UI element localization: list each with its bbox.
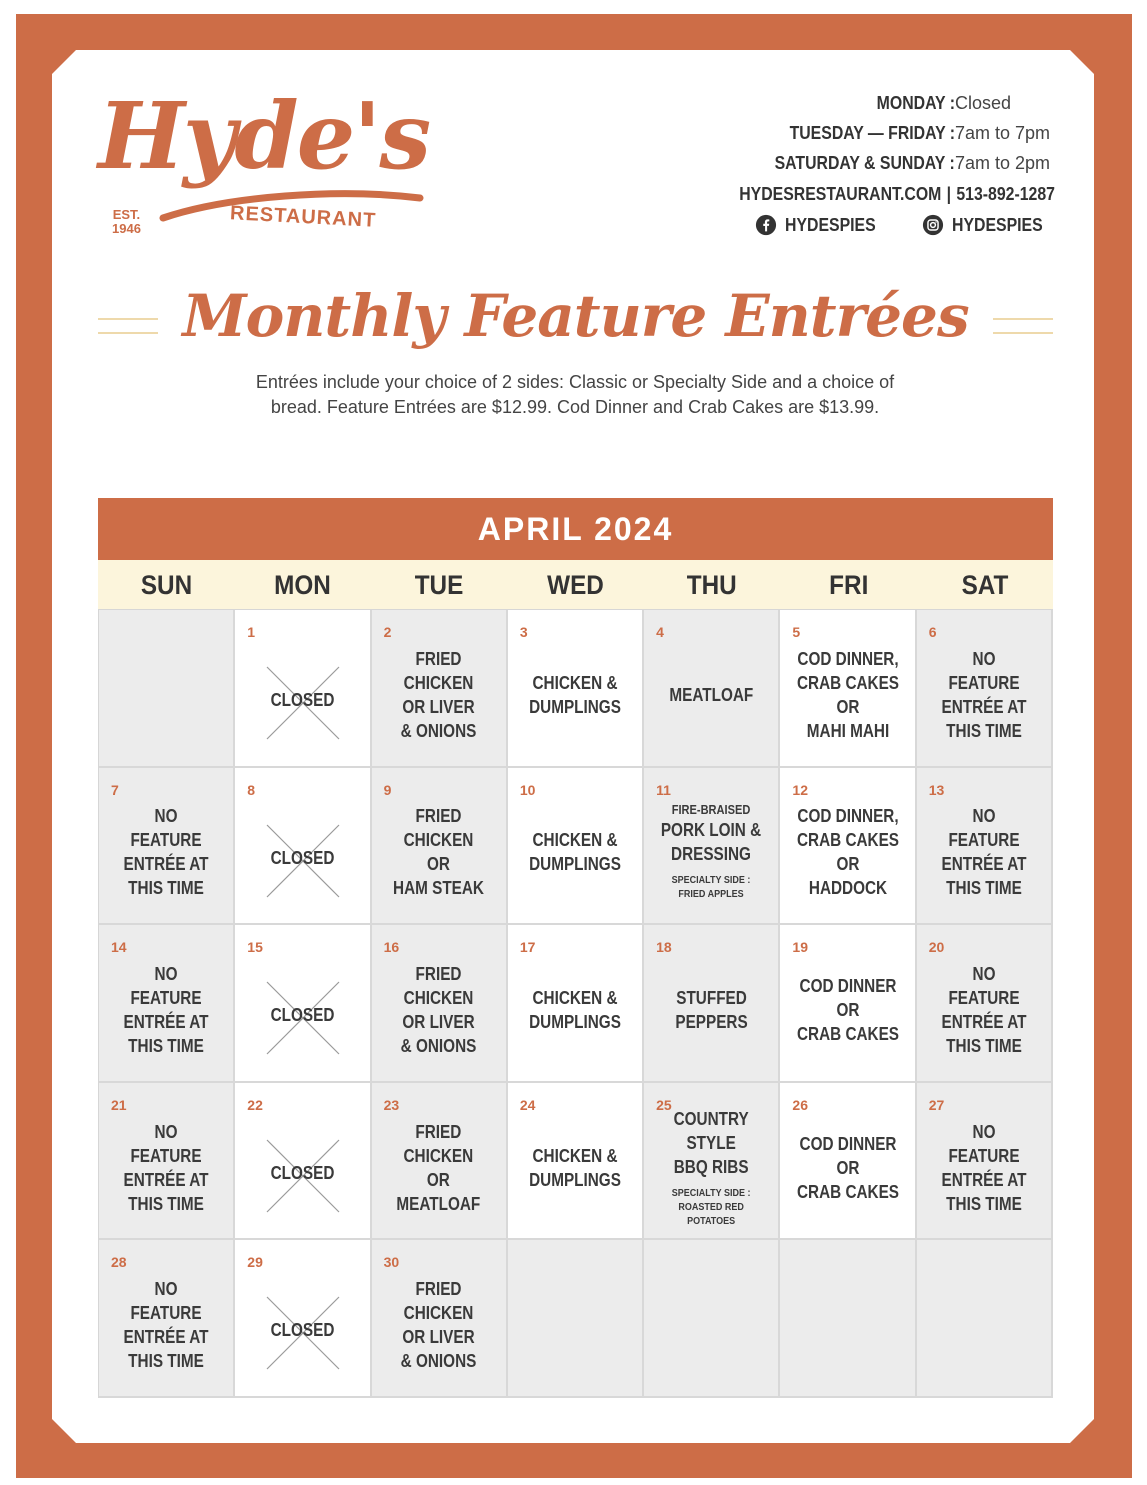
facebook-handle[interactable]: HYDESPIES <box>784 214 876 235</box>
entree-text: FRIED CHICKEN OR MEATLOAF <box>396 1121 481 1214</box>
day-number: 13 <box>928 781 945 798</box>
day-number: 12 <box>792 781 808 798</box>
logo-restaurant-text: RESTAURANT <box>229 202 377 232</box>
day-number: 20 <box>928 939 945 956</box>
entree-prefix: FIRE-BRAISED <box>671 802 751 818</box>
hours-day: SATURDAY & SUNDAY : <box>774 152 955 173</box>
entree-text: NO FEATURE ENTRÉE AT THIS TIME <box>123 806 209 899</box>
calendar-day-cell <box>644 1240 780 1398</box>
entree <box>372 1240 506 1396</box>
entree-text: CHICKEN & DUMPLINGS <box>529 1145 621 1190</box>
calendar-day-cell <box>917 1083 1053 1241</box>
entree-text: MEATLOAF <box>669 684 754 705</box>
closed-label: CLOSED <box>270 1005 335 1026</box>
day-number: 22 <box>247 1096 263 1113</box>
calendar-day-cell <box>780 925 916 1083</box>
entree-text: FRIED CHICKEN OR LIVER & ONIONS <box>400 1279 477 1372</box>
day-number: 3 <box>519 624 528 640</box>
facebook-icon <box>755 214 777 236</box>
calendar-day-cell <box>235 1240 371 1398</box>
day-number: 8 <box>247 781 256 798</box>
closed-label: CLOSED <box>270 690 335 710</box>
day-number: 6 <box>928 624 937 640</box>
pricing-note-line: Entrées include your choice of 2 sides: Classic or Specialty Side and a choice of <box>255 372 895 392</box>
entree <box>508 1083 642 1239</box>
calendar-day-cell <box>780 768 916 926</box>
weekday-thu: THU <box>686 570 737 600</box>
entree <box>917 610 1051 766</box>
day-number: 29 <box>247 1254 263 1271</box>
calendar-day-cell <box>917 768 1053 926</box>
calendar-day-cell <box>917 610 1053 768</box>
entree <box>372 768 506 924</box>
day-number: 30 <box>383 1254 400 1271</box>
calendar-day-cell <box>372 925 508 1083</box>
day-number: 21 <box>111 1096 127 1113</box>
day-number: 9 <box>383 781 392 798</box>
closed-label: CLOSED <box>270 847 335 868</box>
closed-label: CLOSED <box>270 1162 335 1183</box>
day-number: 4 <box>656 624 664 640</box>
social-row <box>635 210 1055 240</box>
specialty-side-note: SPECIALTY SIDE : FRIED APPLES <box>671 875 751 901</box>
phone-number[interactable]: 513-892-1287 <box>956 183 1055 204</box>
entree-text: NO FEATURE ENTRÉE AT THIS TIME <box>941 1121 1027 1214</box>
entree-text: NO FEATURE ENTRÉE AT THIS TIME <box>941 648 1027 741</box>
weekday-tue: TUE <box>414 570 464 600</box>
entree-text: NO FEATURE ENTRÉE AT THIS TIME <box>123 963 209 1056</box>
title-block <box>98 280 1053 360</box>
entree-text: PORK LOIN & DRESSING <box>661 820 762 865</box>
entree-text: COUNTRY STYLE BBQ RIBS <box>673 1108 749 1177</box>
day-number: 17 <box>519 939 536 956</box>
calendar-day-cell <box>780 1240 916 1398</box>
specialty-side-note: SPECIALTY SIDE : ROASTED RED POTATOES <box>671 1187 751 1227</box>
entree-text: COD DINNER OR CRAB CAKES <box>796 1133 899 1202</box>
entree-text: CHICKEN & DUMPLINGS <box>529 987 621 1032</box>
entree-text: NO FEATURE ENTRÉE AT THIS TIME <box>941 963 1027 1056</box>
day-number: 11 <box>656 781 671 798</box>
entree <box>644 925 778 1081</box>
weekday-mon: MON <box>274 570 331 600</box>
day-number: 26 <box>792 1096 808 1113</box>
calendar-day-cell <box>644 925 780 1083</box>
calendar-day-cell <box>780 1083 916 1241</box>
entree <box>99 1083 233 1239</box>
calendar-day-cell <box>235 768 371 926</box>
est-year: 1946 <box>112 221 141 236</box>
hours-row <box>635 148 1055 178</box>
weekday-sun: SUN <box>140 570 192 600</box>
calendar-day-cell <box>508 1240 644 1398</box>
calendar-day-cell <box>99 610 235 768</box>
day-number: 1 <box>247 624 256 640</box>
day-number: 24 <box>519 1096 536 1113</box>
day-number: 15 <box>247 939 263 956</box>
hours-time: 7am to 2pm <box>955 152 1051 173</box>
calendar-day-cell <box>780 610 916 768</box>
calendar-day-cell <box>917 925 1053 1083</box>
est-label: EST. <box>112 207 141 222</box>
calendar-day-cell <box>99 768 235 926</box>
calendar-day-cell <box>508 1083 644 1241</box>
calendar-day-cell <box>235 1083 371 1241</box>
entree <box>508 925 642 1081</box>
entree <box>372 1083 506 1239</box>
calendar-grid <box>98 609 1053 1398</box>
calendar-day-cell <box>644 610 780 768</box>
day-number: 27 <box>928 1096 945 1113</box>
day-number: 7 <box>111 781 119 798</box>
hours-row <box>635 88 1055 118</box>
calendar-day-cell <box>372 1083 508 1241</box>
day-number: 16 <box>383 939 400 956</box>
day-number: 14 <box>111 939 127 956</box>
hours-block <box>635 88 1055 240</box>
instagram-icon <box>922 214 944 236</box>
entree <box>917 768 1051 924</box>
pricing-note <box>150 370 1000 420</box>
entree <box>372 610 506 766</box>
day-number: 25 <box>656 1096 672 1113</box>
calendar-day-cell <box>99 1240 235 1398</box>
day-number: 23 <box>383 1096 400 1113</box>
entree-text: NO FEATURE ENTRÉE AT THIS TIME <box>123 1121 209 1214</box>
day-number: 10 <box>519 781 536 798</box>
entree-special <box>644 768 778 924</box>
page-title: Monthly Feature Entrées <box>182 282 969 350</box>
entree-special <box>644 1083 778 1239</box>
entree-text: COD DINNER, CRAB CAKES OR HADDOCK <box>796 806 899 899</box>
contact-row <box>685 178 1055 210</box>
calendar-day-cell <box>372 1240 508 1398</box>
entree <box>780 610 914 766</box>
pricing-note-line: bread. Feature Entrées are $12.99. Cod Dinner and Crab Cakes are $13.99. <box>270 397 880 417</box>
entree <box>508 768 642 924</box>
entree <box>99 768 233 924</box>
entree <box>780 925 914 1081</box>
closed-label: CLOSED <box>270 1320 335 1341</box>
hours-day: TUESDAY — FRIDAY : <box>789 122 955 143</box>
calendar-day-cell <box>644 1083 780 1241</box>
calendar-day-cell <box>644 768 780 926</box>
entree-text: NO FEATURE ENTRÉE AT THIS TIME <box>123 1279 209 1372</box>
calendar-day-cell <box>372 768 508 926</box>
calendar-day-cell <box>99 925 235 1083</box>
entree-text: NO FEATURE ENTRÉE AT THIS TIME <box>941 806 1027 899</box>
entree-text: STUFFED PEPPERS <box>675 987 748 1032</box>
calendar-day-cell <box>235 925 371 1083</box>
website-link[interactable]: HYDESRESTAURANT.COM <box>739 183 942 204</box>
calendar-day-cell <box>508 610 644 768</box>
entree <box>780 768 914 924</box>
restaurant-logo <box>98 82 438 250</box>
calendar-day-cell <box>508 925 644 1083</box>
entree <box>780 1083 914 1239</box>
weekday-sat: SAT <box>961 570 1009 600</box>
entree <box>917 1083 1051 1239</box>
hours-time: Closed <box>955 92 1012 113</box>
calendar-month: APRIL 2024 <box>98 498 1053 560</box>
contact-separator: | <box>946 183 952 204</box>
hours-day: MONDAY : <box>876 92 955 113</box>
weekday-fri: FRI <box>828 570 868 600</box>
entree-text: COD DINNER OR CRAB CAKES <box>796 975 899 1044</box>
calendar-day-cell <box>917 1240 1053 1398</box>
entree <box>99 925 233 1081</box>
day-number: 19 <box>792 939 808 956</box>
entree <box>917 925 1051 1081</box>
weekday-wed: WED <box>547 570 604 600</box>
calendar-day-cell <box>235 610 371 768</box>
calendar-day-cell <box>508 768 644 926</box>
entree <box>372 925 506 1081</box>
entree-text: FRIED CHICKEN OR HAM STEAK <box>393 806 485 899</box>
logo-wordmark: Hyde's <box>98 82 430 190</box>
calendar-day-cell <box>372 610 508 768</box>
entree <box>99 1240 233 1396</box>
hours-time: 7am to 7pm <box>955 122 1051 143</box>
entree-text: FRIED CHICKEN OR LIVER & ONIONS <box>400 963 477 1056</box>
day-number: 2 <box>383 624 392 640</box>
entree-text: CHICKEN & DUMPLINGS <box>529 672 621 717</box>
hours-row <box>635 118 1055 148</box>
logo-established <box>112 208 141 236</box>
instagram-handle[interactable]: HYDESPIES <box>951 214 1043 235</box>
day-number: 5 <box>792 624 801 640</box>
day-number: 28 <box>111 1254 127 1271</box>
entree <box>508 610 642 766</box>
entree-text: FRIED CHICKEN OR LIVER & ONIONS <box>400 648 477 741</box>
entree-text: CHICKEN & DUMPLINGS <box>529 830 621 875</box>
entree-text: COD DINNER, CRAB CAKES OR MAHI MAHI <box>796 648 899 741</box>
title-rule-right <box>993 318 1053 334</box>
entree <box>644 610 778 766</box>
day-number: 18 <box>656 939 672 956</box>
calendar-day-cell <box>99 1083 235 1241</box>
weekday-header <box>98 560 1053 609</box>
